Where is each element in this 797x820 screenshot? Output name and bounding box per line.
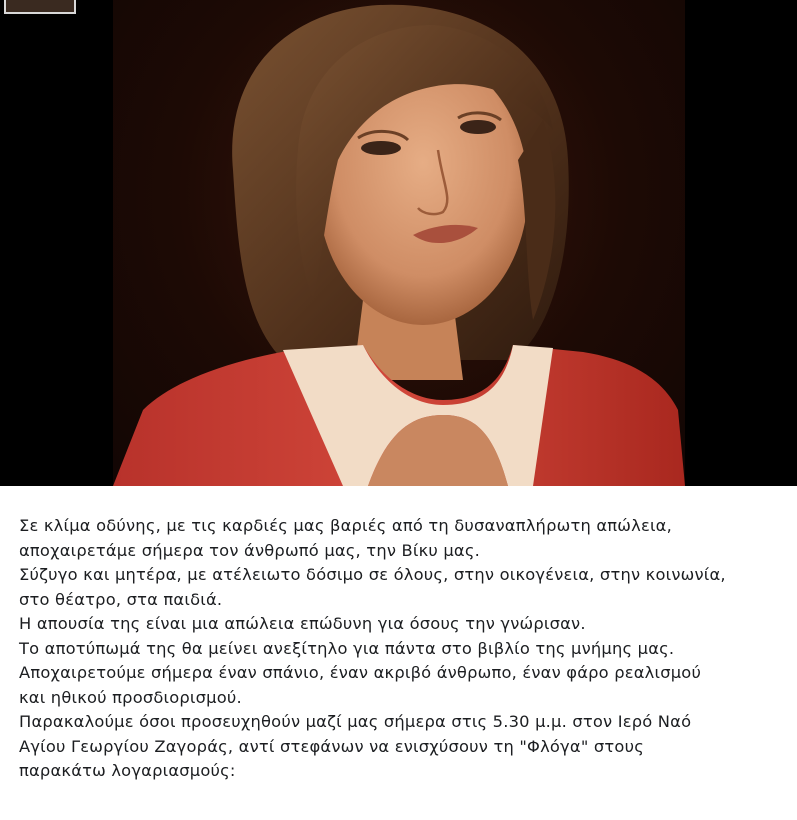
post-text-line: Η απουσία της είναι μια απώλεια επώδυνη για όσους την γνώρισαν. bbox=[19, 614, 586, 633]
post-text-line: Αγίου Γεωργίου Ζαγοράς, αντί στεφάνων να ενισχύσουν τη "Φλόγα" στους bbox=[19, 736, 644, 756]
post-text-line: στο θέατρο, στα παιδιά. bbox=[19, 589, 223, 609]
post-text-line: Το αποτύπωμά της θα μείνει ανεξίτηλο για πάντα στο βιβλίο της μνήμης μας. bbox=[19, 638, 675, 658]
post-text bbox=[19, 514, 789, 784]
post-text-line: Παρακαλούμε όσοι προσευχηθούν μαζί μας σήμερα στις 5.30 μ.μ. στον Ιερό Ναό bbox=[19, 712, 692, 731]
post-text-line: και ηθικού προσδιορισμού. bbox=[19, 687, 242, 707]
post-text-line: Σύζυγο και μητέρα, με ατέλειωτο δόσιμο σε όλους, στην οικογένεια, στην κοινωνία, bbox=[19, 565, 726, 584]
portrait-illustration bbox=[113, 0, 685, 486]
post-text-line: αποχαιρετάμε σήμερα τον άνθρωπό μας, την Βίκυ μας. bbox=[19, 540, 480, 560]
post-text-line: παρακάτω λογαριασμούς: bbox=[19, 761, 236, 780]
post-text-line: Σε κλίμα οδύνης, με τις καρδιές μας βαριές από τη δυσαναπλήρωτη απώλεια, bbox=[19, 516, 672, 535]
avatar[interactable] bbox=[4, 0, 76, 14]
portrait-photo[interactable] bbox=[113, 0, 685, 486]
post-text-line: Αποχαιρετούμε σήμερα έναν σπάνιο, έναν ακριβό άνθρωπο, έναν φάρο ρεαλισμού bbox=[19, 663, 702, 682]
